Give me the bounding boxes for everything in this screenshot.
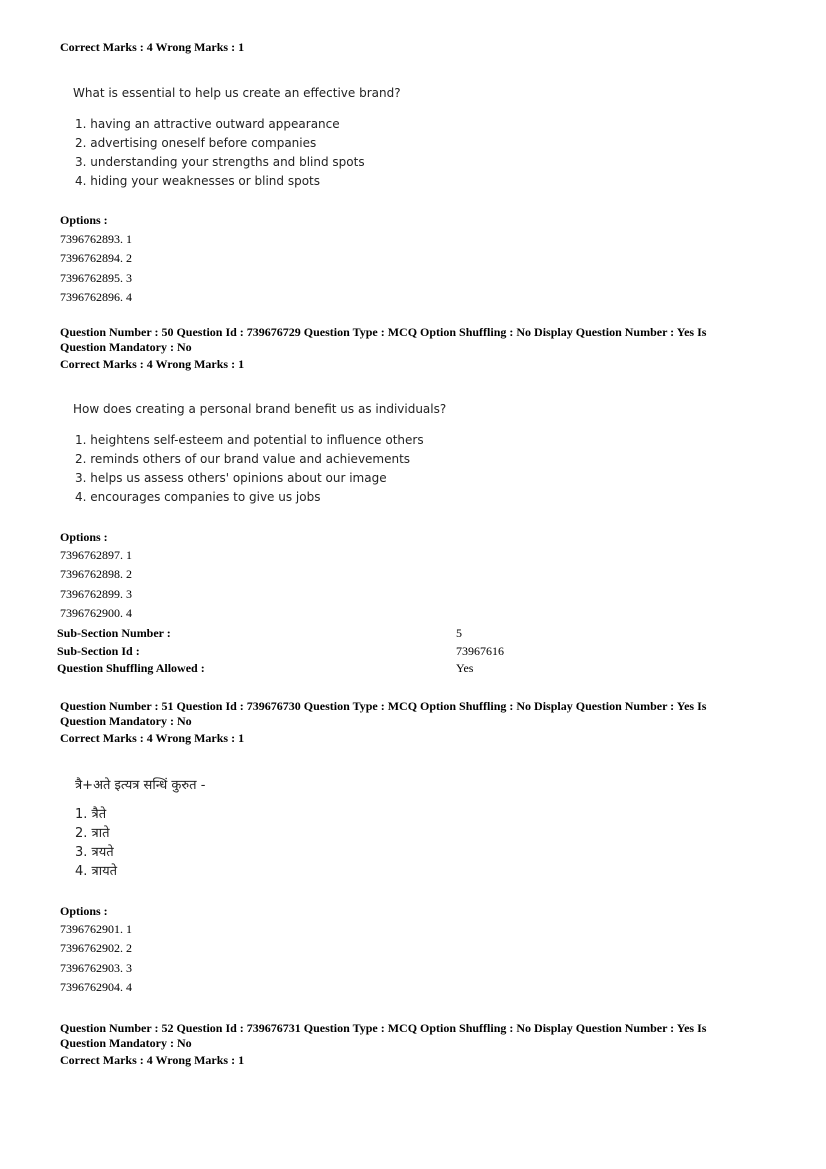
option-item: 7396762894. 2 [60,251,132,266]
option-item: 7396762897. 1 [60,548,132,562]
options-label: Options : [60,213,108,227]
question-text: त्रै+अते इत्यत्र सन्धिं कुरुत - [75,778,206,793]
subsection-id-value: 73967616 [456,644,504,658]
choice-item: 1. having an attractive outward appearance [75,117,340,131]
option-item: 7396762901. 1 [60,922,132,936]
option-item: 7396762898. 2 [60,567,132,582]
marks-line: Correct Marks : 4 Wrong Marks : 1 [60,731,245,745]
question-mandatory: Question Mandatory : No [60,340,192,354]
choice-item: 1. heightens self-esteem and potential to influence others [75,433,424,447]
subsection-id-label: Sub-Section Id : [57,644,140,658]
choice-item: 4. encourages companies to give us jobs [75,490,321,504]
question-text: What is essential to help us create an effective brand? [73,86,401,100]
question-header: Question Number : 51 Question Id : 739676730 Question Type : MCQ Option Shuffling : No Display Question Number : Yes Is [60,699,707,713]
question-header: Question Number : 52 Question Id : 739676731 Question Type : MCQ Option Shuffling : No Display Question Number : Yes Is [60,1021,707,1035]
question-mandatory: Question Mandatory : No [60,1036,192,1050]
subsection-number-label: Sub-Section Number : [57,626,171,640]
marks-line: Correct Marks : 4 Wrong Marks : 1 [60,357,245,371]
option-item: 7396762899. 3 [60,586,132,601]
question-choices [75,115,365,191]
subsection-number-row [57,625,517,642]
choice-item: 3. helps us assess others' opinions about our image [75,471,387,485]
option-item: 7396762904. 4 [60,979,132,994]
option-item: 7396762902. 2 [60,941,132,956]
subsection-number-value: 5 [456,626,462,640]
options-list [60,230,132,307]
option-item: 7396762893. 1 [60,232,132,246]
question-shuffling-value: Yes [456,661,474,675]
question-mandatory: Question Mandatory : No [60,714,192,728]
question-shuffling-label: Question Shuffling Allowed : [57,661,205,675]
options-label: Options : [60,904,108,918]
choice-item: 1. त्रैते [75,807,107,822]
subsection-id-row [57,643,517,660]
question-choices [75,805,117,881]
choice-item: 3. त्रयते [75,845,114,860]
option-item: 7396762900. 4 [60,605,132,620]
option-item: 7396762896. 4 [60,289,132,304]
choice-item: 2. त्राते [75,826,110,841]
question-text: How does creating a personal brand benefit us as individuals? [73,402,447,416]
options-label: Options : [60,530,108,544]
marks-line: Correct Marks : 4 Wrong Marks : 1 [60,40,245,54]
choice-item: 3. understanding your strengths and blind spots [75,155,365,169]
option-item: 7396762895. 3 [60,270,132,285]
choice-item: 2. reminds others of our brand value and achievements [75,452,411,466]
choice-item: 4. hiding your weaknesses or blind spots [75,174,321,188]
question-shuffling-row [57,660,517,677]
question-choices [75,431,424,507]
options-list [60,920,132,997]
choice-item: 2. advertising oneself before companies [75,136,317,150]
question-header: Question Number : 50 Question Id : 739676729 Question Type : MCQ Option Shuffling : No Display Question Number : Yes Is [60,325,707,339]
options-list [60,546,132,623]
marks-line: Correct Marks : 4 Wrong Marks : 1 [60,1053,245,1067]
option-item: 7396762903. 3 [60,960,132,975]
choice-item: 4. त्रायते [75,864,118,879]
